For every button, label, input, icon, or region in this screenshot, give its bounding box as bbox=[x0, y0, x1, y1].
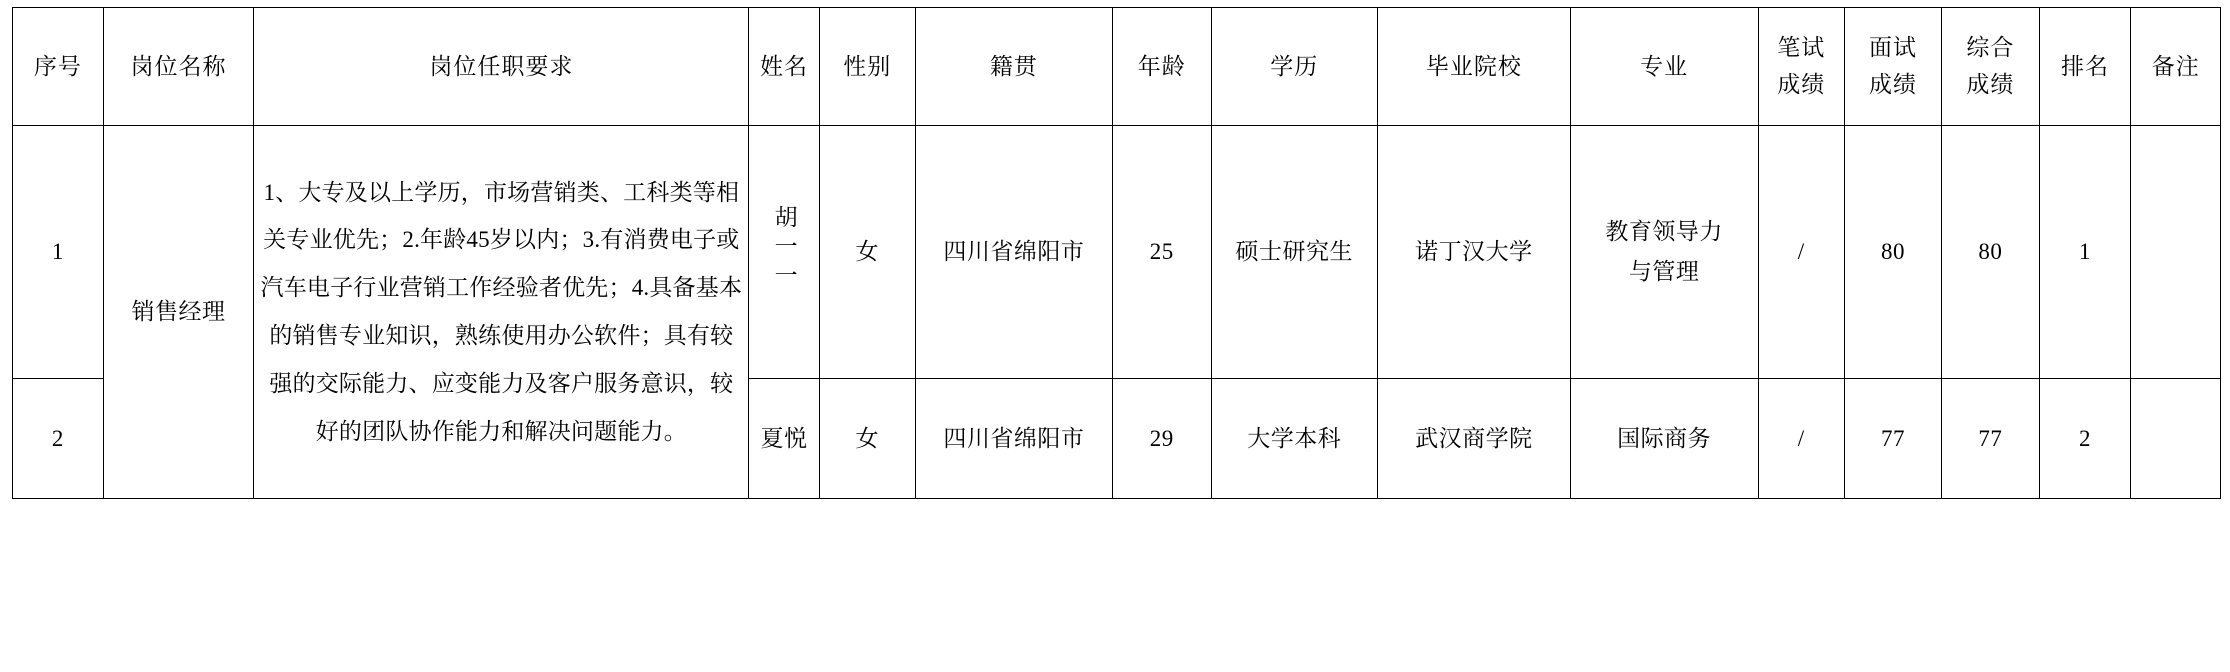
cell-name bbox=[749, 126, 819, 379]
cell-age: 25 bbox=[1112, 126, 1211, 379]
header-name: 姓名 bbox=[749, 8, 819, 126]
header-major: 专业 bbox=[1570, 8, 1758, 126]
cell-major bbox=[1570, 126, 1758, 379]
cell-interview-score: 80 bbox=[1844, 126, 1941, 379]
header-overall-score-line2: 成绩 bbox=[1966, 71, 2015, 97]
header-school: 毕业院校 bbox=[1378, 8, 1571, 126]
cell-rank: 2 bbox=[2039, 379, 2131, 499]
header-index: 序号 bbox=[13, 8, 104, 126]
header-written-score bbox=[1758, 8, 1844, 126]
cell-name: 夏悦 bbox=[749, 379, 819, 499]
cell-overall-score: 77 bbox=[1942, 379, 2039, 499]
cell-overall-score: 80 bbox=[1942, 126, 2039, 379]
document-sheet bbox=[0, 7, 2230, 672]
cell-hometown: 四川省绵阳市 bbox=[915, 379, 1112, 499]
header-written-score-line2: 成绩 bbox=[1777, 71, 1826, 97]
cell-education: 硕士研究生 bbox=[1211, 126, 1378, 379]
cell-school: 诺丁汉大学 bbox=[1378, 126, 1571, 379]
header-post-requirement: 岗位任职要求 bbox=[254, 8, 749, 126]
header-interview-score bbox=[1844, 8, 1941, 126]
header-gender: 性别 bbox=[819, 8, 915, 126]
header-post-name: 岗位名称 bbox=[103, 8, 254, 126]
cell-gender: 女 bbox=[819, 379, 915, 499]
header-interview-score-line2: 成绩 bbox=[1868, 71, 1917, 97]
cell-index: 1 bbox=[13, 126, 104, 379]
table-header-row bbox=[13, 8, 2221, 126]
cell-remark bbox=[2131, 379, 2221, 499]
header-written-score-line1: 笔试 bbox=[1777, 34, 1826, 60]
cell-written-score: / bbox=[1758, 126, 1844, 379]
cell-interview-score: 77 bbox=[1844, 379, 1941, 499]
header-interview-score-line1: 面试 bbox=[1868, 34, 1917, 60]
header-rank: 排名 bbox=[2039, 8, 2131, 126]
cell-education: 大学本科 bbox=[1211, 379, 1378, 499]
cell-post-name: 销售经理 bbox=[103, 126, 254, 499]
cell-gender: 女 bbox=[819, 126, 915, 379]
applicant-score-table bbox=[12, 7, 2221, 499]
cell-name-text: 胡一一 bbox=[771, 204, 797, 292]
header-overall-score-line1: 综合 bbox=[1966, 34, 2015, 60]
cell-major-line2: 与管理 bbox=[1628, 259, 1700, 284]
cell-index: 2 bbox=[13, 379, 104, 499]
cell-major: 国际商务 bbox=[1570, 379, 1758, 499]
header-remark: 备注 bbox=[2131, 8, 2221, 126]
cell-written-score: / bbox=[1758, 379, 1844, 499]
header-age: 年龄 bbox=[1112, 8, 1211, 126]
header-education: 学历 bbox=[1211, 8, 1378, 126]
cell-major-line1: 教育领导力 bbox=[1605, 218, 1723, 244]
cell-post-requirement: 1、大专及以上学历，市场营销类、工科类等相关专业优先；2.年龄45岁以内；3.有消费电子或汽车电子行业营销工作经验者优先；4.具备基本的销售专业知识，熟练使用办公软件；具有较强的交际能力、应变能力及客户服务意识，较好的团队协作能力和解决问题能力。 bbox=[254, 126, 749, 499]
header-overall-score bbox=[1942, 8, 2039, 126]
cell-school: 武汉商学院 bbox=[1378, 379, 1571, 499]
cell-hometown: 四川省绵阳市 bbox=[915, 126, 1112, 379]
cell-rank: 1 bbox=[2039, 126, 2131, 379]
header-hometown: 籍贯 bbox=[915, 8, 1112, 126]
cell-age: 29 bbox=[1112, 379, 1211, 499]
table-row bbox=[13, 126, 2221, 379]
cell-remark bbox=[2131, 126, 2221, 379]
